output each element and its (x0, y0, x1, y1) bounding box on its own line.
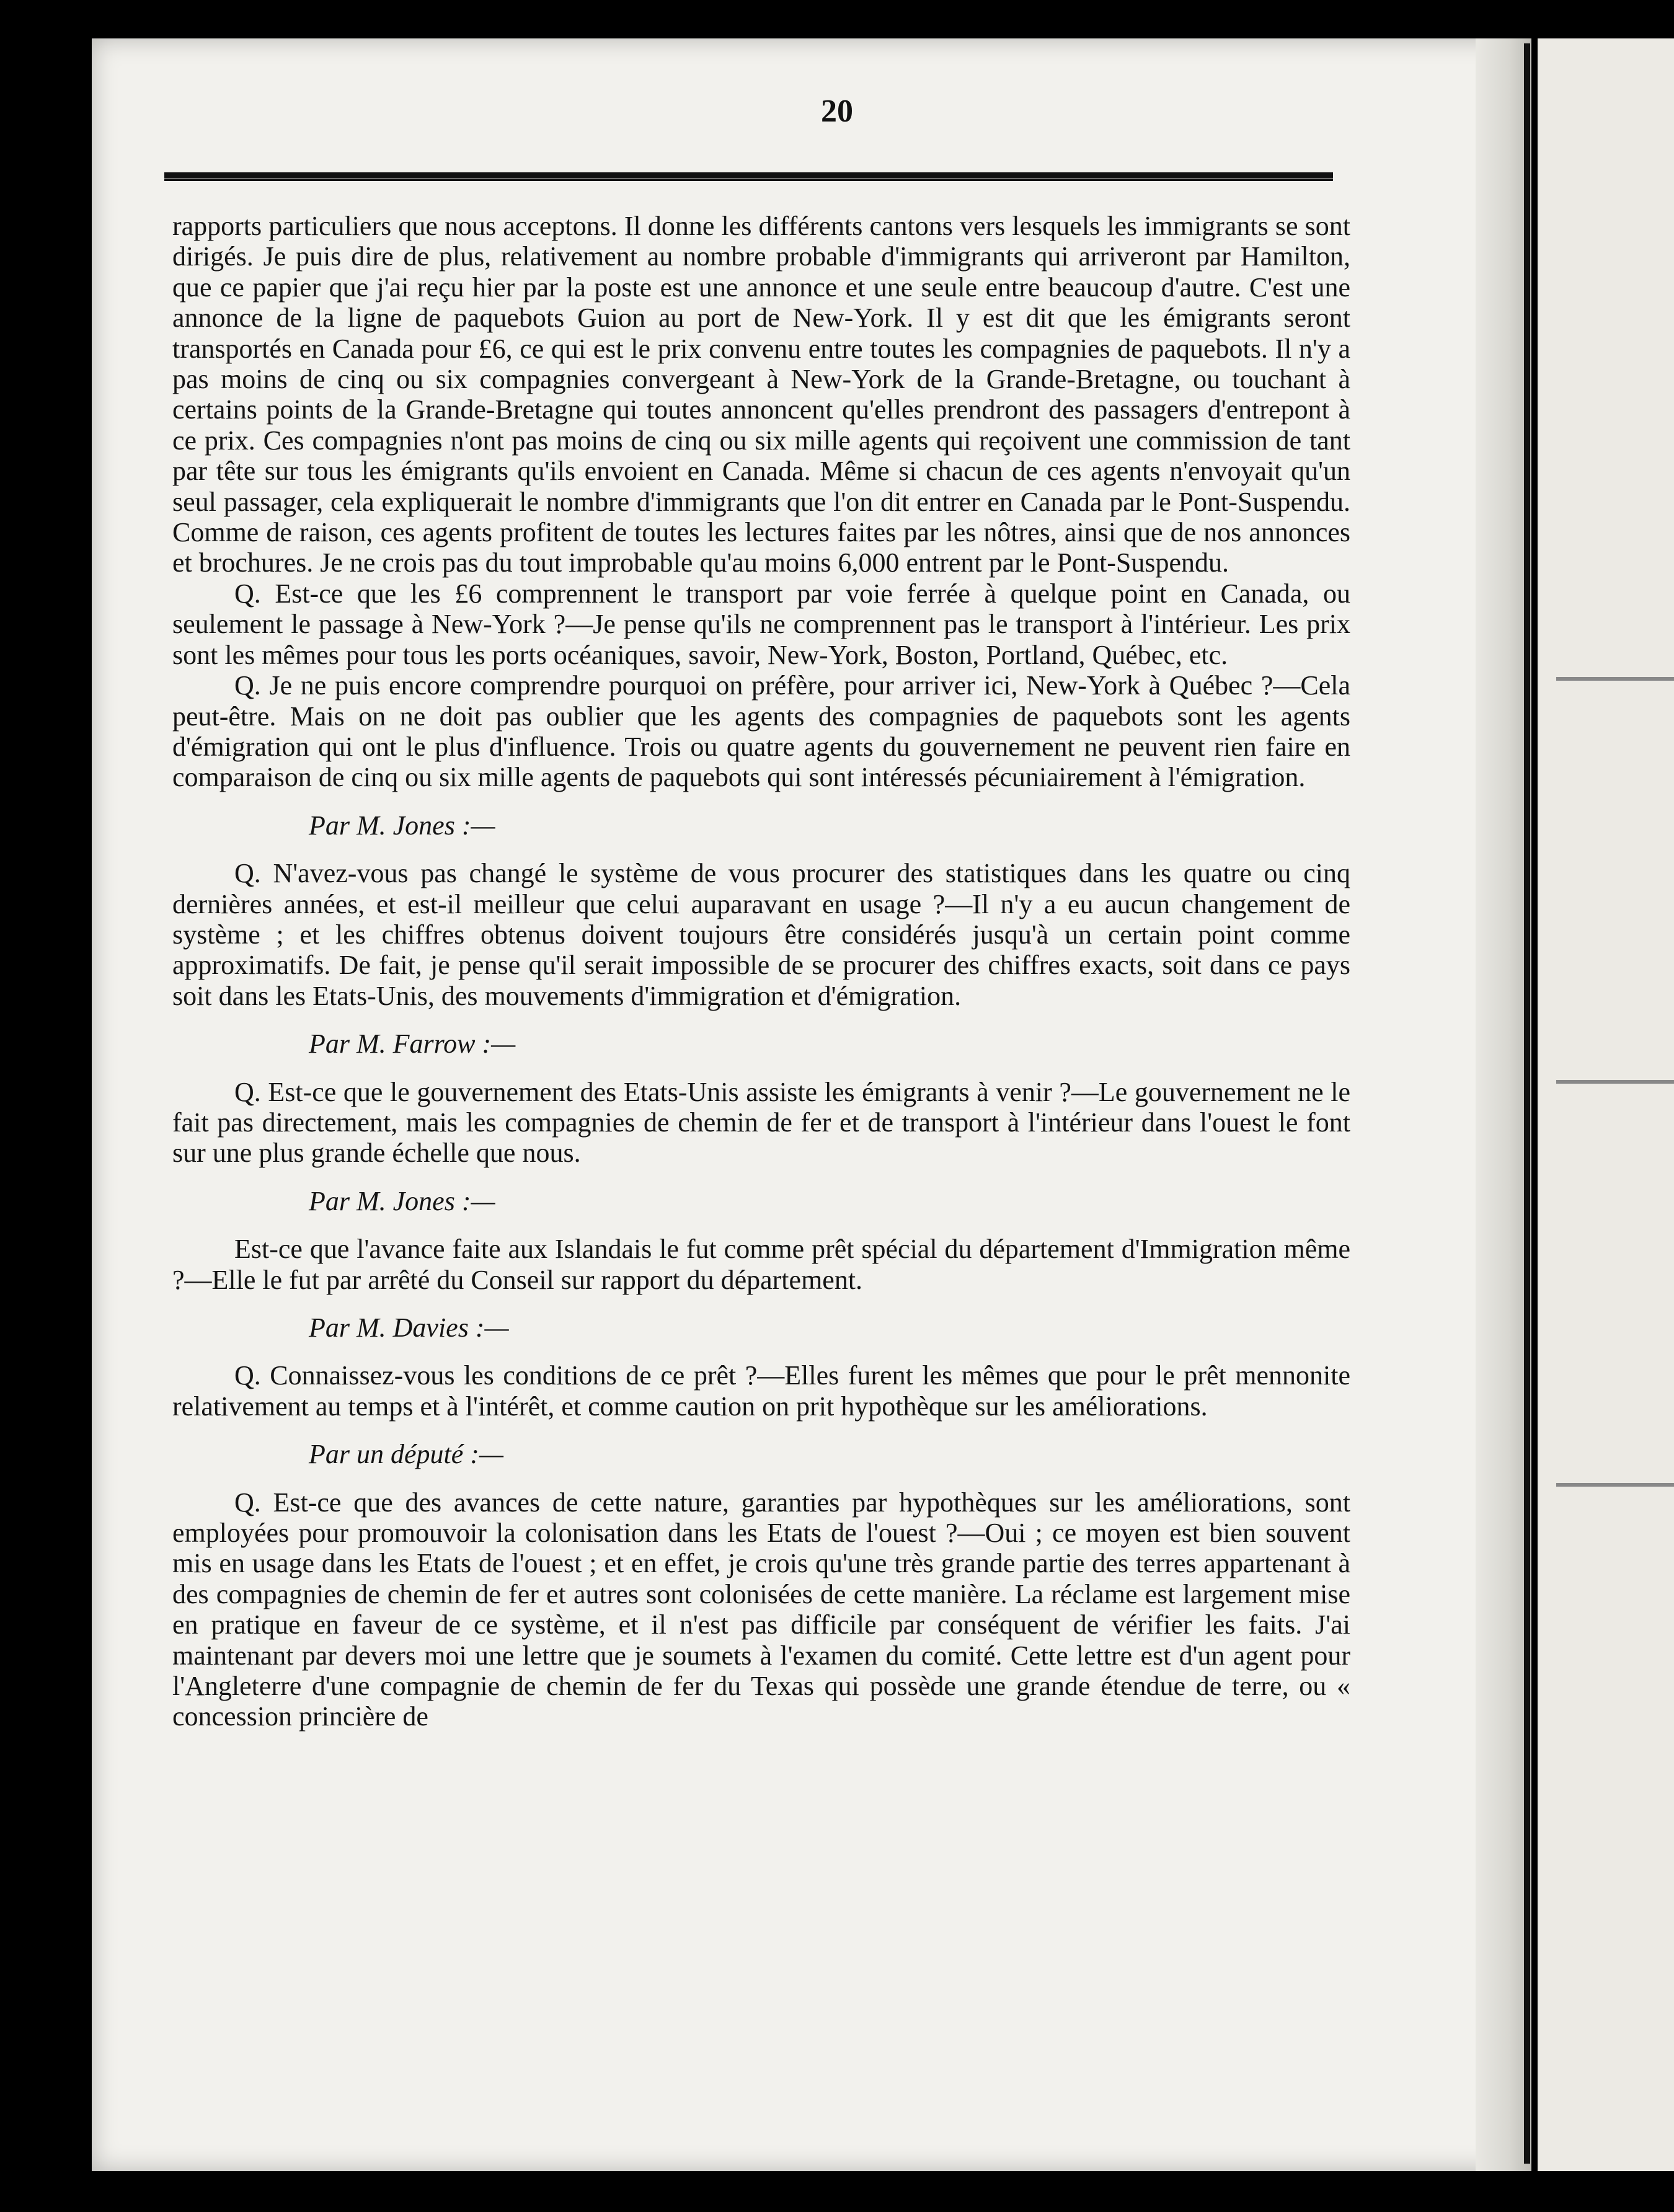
paragraph: Q. Est-ce que le gouvernement des Etats-Unis assiste les émigrants à venir ?—Le gouvernement ne le fait pas directement, mais les compagnies de chemin de fer et de transport à l'intérieur dans l'ouest le font sur une plus grande échelle que nous. (172, 1076, 1350, 1169)
page-binding (1476, 38, 1531, 2171)
facing-page-edge (1538, 38, 1674, 2171)
paragraph: rapports particuliers que nous acceptons. Il donne les différents cantons vers lesquels les immigrants se sont dirigés. Je puis dire de plus, relativement au nombre probable d'immigrants qui arriveront par Hamilton, que ce papier que j'ai reçu hier par la poste est une annonce et une seule entre beaucoup d'autre. C'est une annonce de la ligne de paquebots Guion au port de New-York. Il y est dit que les émigrants seront transportés en Canada pour £6, ce qui est le prix convenu entre toutes les compagnies de paquebots. Il n'y a pas moins de cinq ou six compagnies convergeant à New-York de la Grande-Bretagne, ou touchant à certains points de la Grande-Bretagne qui toutes annoncent qu'elles prendront des passagers d'entrepont à ce prix. Ces compagnies n'ont pas moins de cinq ou six mille agents qui reçoivent une commission de tant par tête sur tous les émigrants qu'ils envoient en Canada. Même si chacun de ces agents n'envoyait qu'un seul passager, cela expliquerait le nombre d'immigrants que l'on dit entrer en Canada par le Pont-Suspendu. Comme de raison, ces agents profitent de toutes les lectures faites par les nôtres, ainsi que de nos annonces et brochures. Je ne crois pas du tout improbable qu'au moins 6,000 entrent par le Pont-Suspendu. (172, 211, 1350, 578)
speaker-heading: Par un député :— (309, 1439, 504, 1470)
body-text (172, 211, 1350, 1732)
speaker-heading: Par M. Jones :— (309, 810, 495, 841)
paragraph: Q. Est-ce que les £6 comprennent le transport par voie ferrée à quelque point en Canada, ou seulement le passage à New-York ?—Je pense qu'ils ne comprennent pas le transport à l'intérieur. Les prix sont les mêmes pour tous les ports océaniques, savoir, New-York, Boston, Portland, Québec, etc. (172, 578, 1350, 670)
paragraph: Q. Je ne puis encore comprendre pourquoi on préfère, pour arriver ici, New-York à Québec ?—Cela peut-être. Mais on ne doit pas oublier que les agents des compagnies de paquebots sont les agents d'émigration qui ont le plus d'influence. Trois ou quatre agents du gouvernement ne peuvent rien faire en comparaison de cinq ou six mille agents de paquebots qui sont intéressés pécuniairement à l'émigration. (172, 670, 1350, 793)
book-spine (1524, 43, 1530, 2164)
paragraph: Est-ce que l'avance faite aux Islandais le fut comme prêt spécial du département d'Immigration même ?—Elle le fut par arrêté du Conseil sur rapport du département. (172, 1234, 1350, 1295)
speaker-heading: Par M. Davies :— (309, 1312, 509, 1343)
page-number: 20 (821, 94, 853, 129)
paragraph: Q. Connaissez-vous les conditions de ce prêt ?—Elles furent les mêmes que pour le prêt mennonite relativement au temps et à l'intérêt, et comme caution on prit hypothèque sur les améliorations. (172, 1360, 1350, 1422)
paragraph: Q. N'avez-vous pas changé le système de vous procurer des statistiques dans les quatre ou cinq dernières années, et est-il meilleur que celui auparavant en usage ?—Il n'y a eu aucun changement de système ; et les chiffres obtenus doivent toujours être considérés jusqu'à un certain point comme approximatifs. De fait, je pense qu'il serait impossible de se procurer des chiffres exacts, soit dans ce pays soit dans les Etats-Unis, des mouvements d'immigration et d'émigration. (172, 858, 1350, 1011)
speaker-heading: Par M. Jones :— (309, 1185, 495, 1216)
speaker-heading: Par M. Farrow :— (309, 1029, 516, 1060)
paragraph: Q. Est-ce que des avances de cette nature, garanties par hypothèques sur les améliorations, sont employées pour promouvoir la colonisation dans les Etats de l'ouest ?—Oui ; ce moyen est bien souvent mis en usage dans les Etats de l'ouest ; et en effet, je crois qu'une très grande partie des terres appartenant à des compagnies de chemin de fer et autres sont colonisées de cette manière. La réclame est largement mise en pratique en faveur de ce système, et il n'est pas difficile par conséquent de vérifier les faits. J'ai maintenant par devers moi une lettre que je soumets à l'examen du comité. Cette lettre est d'un agent pour l'Angleterre d'une compagnie de chemin de fer du Texas qui possède une grande étendue de terre, ou « concession princière de (172, 1487, 1350, 1732)
header-rule (164, 172, 1333, 181)
